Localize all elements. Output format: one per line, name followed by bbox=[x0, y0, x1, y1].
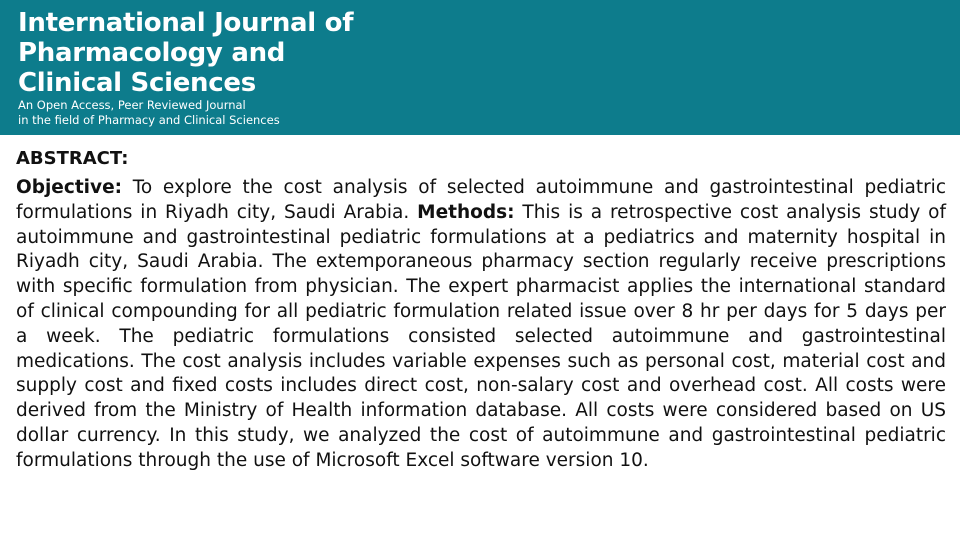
objective-text: To explore the cost analysis of selected autoimmune and gastrointestinal pediatric formulations in Riyadh city, Saudi Arabia. bbox=[16, 177, 946, 223]
journal-title-line: Pharmacology and bbox=[18, 38, 286, 68]
journal-tagline bbox=[18, 98, 280, 128]
methods-label: Methods: bbox=[417, 201, 515, 223]
abstract-heading: ABSTRACT: bbox=[16, 148, 129, 169]
journal-banner bbox=[0, 0, 960, 135]
journal-tagline-line: An Open Access, Peer Reviewed Journal bbox=[18, 98, 246, 112]
methods-text: This is a retrospective cost analysis study of autoimmune and gastrointestinal pediatric formulations at a pediatrics and maternity hospital in Riyadh city, Saudi Arabia. The extemporaneous pharmacy section regularly receive prescriptions with specific formulation from physician. The expert pharmacist applies the international standard of clinical compounding for all pediatric formulation related issue over 8 hr per days for 5 days per a week. The pediatric formulations consisted selected autoimmune and gastrointestinal medications. The cost analysis includes variable expenses such as personal cost, material cost and supply cost and fixed costs includes direct cost, non-salary cost and overhead cost. All costs were derived from the Ministry of Health information database. All costs were considered based on US dollar currency. In this study, we analyzed the cost of autoimmune and gastrointestinal pediatric formulations through the use of Microsoft Excel software version 10. bbox=[16, 201, 946, 471]
journal-tagline-line: in the field of Pharmacy and Clinical Sciences bbox=[18, 113, 280, 127]
abstract-body bbox=[16, 176, 946, 474]
objective-label: Objective: bbox=[16, 177, 123, 198]
journal-title-line: Clinical Sciences bbox=[18, 68, 256, 98]
journal-title bbox=[18, 8, 353, 98]
abstract-section bbox=[16, 146, 946, 474]
journal-title-line: International Journal of bbox=[18, 8, 354, 38]
